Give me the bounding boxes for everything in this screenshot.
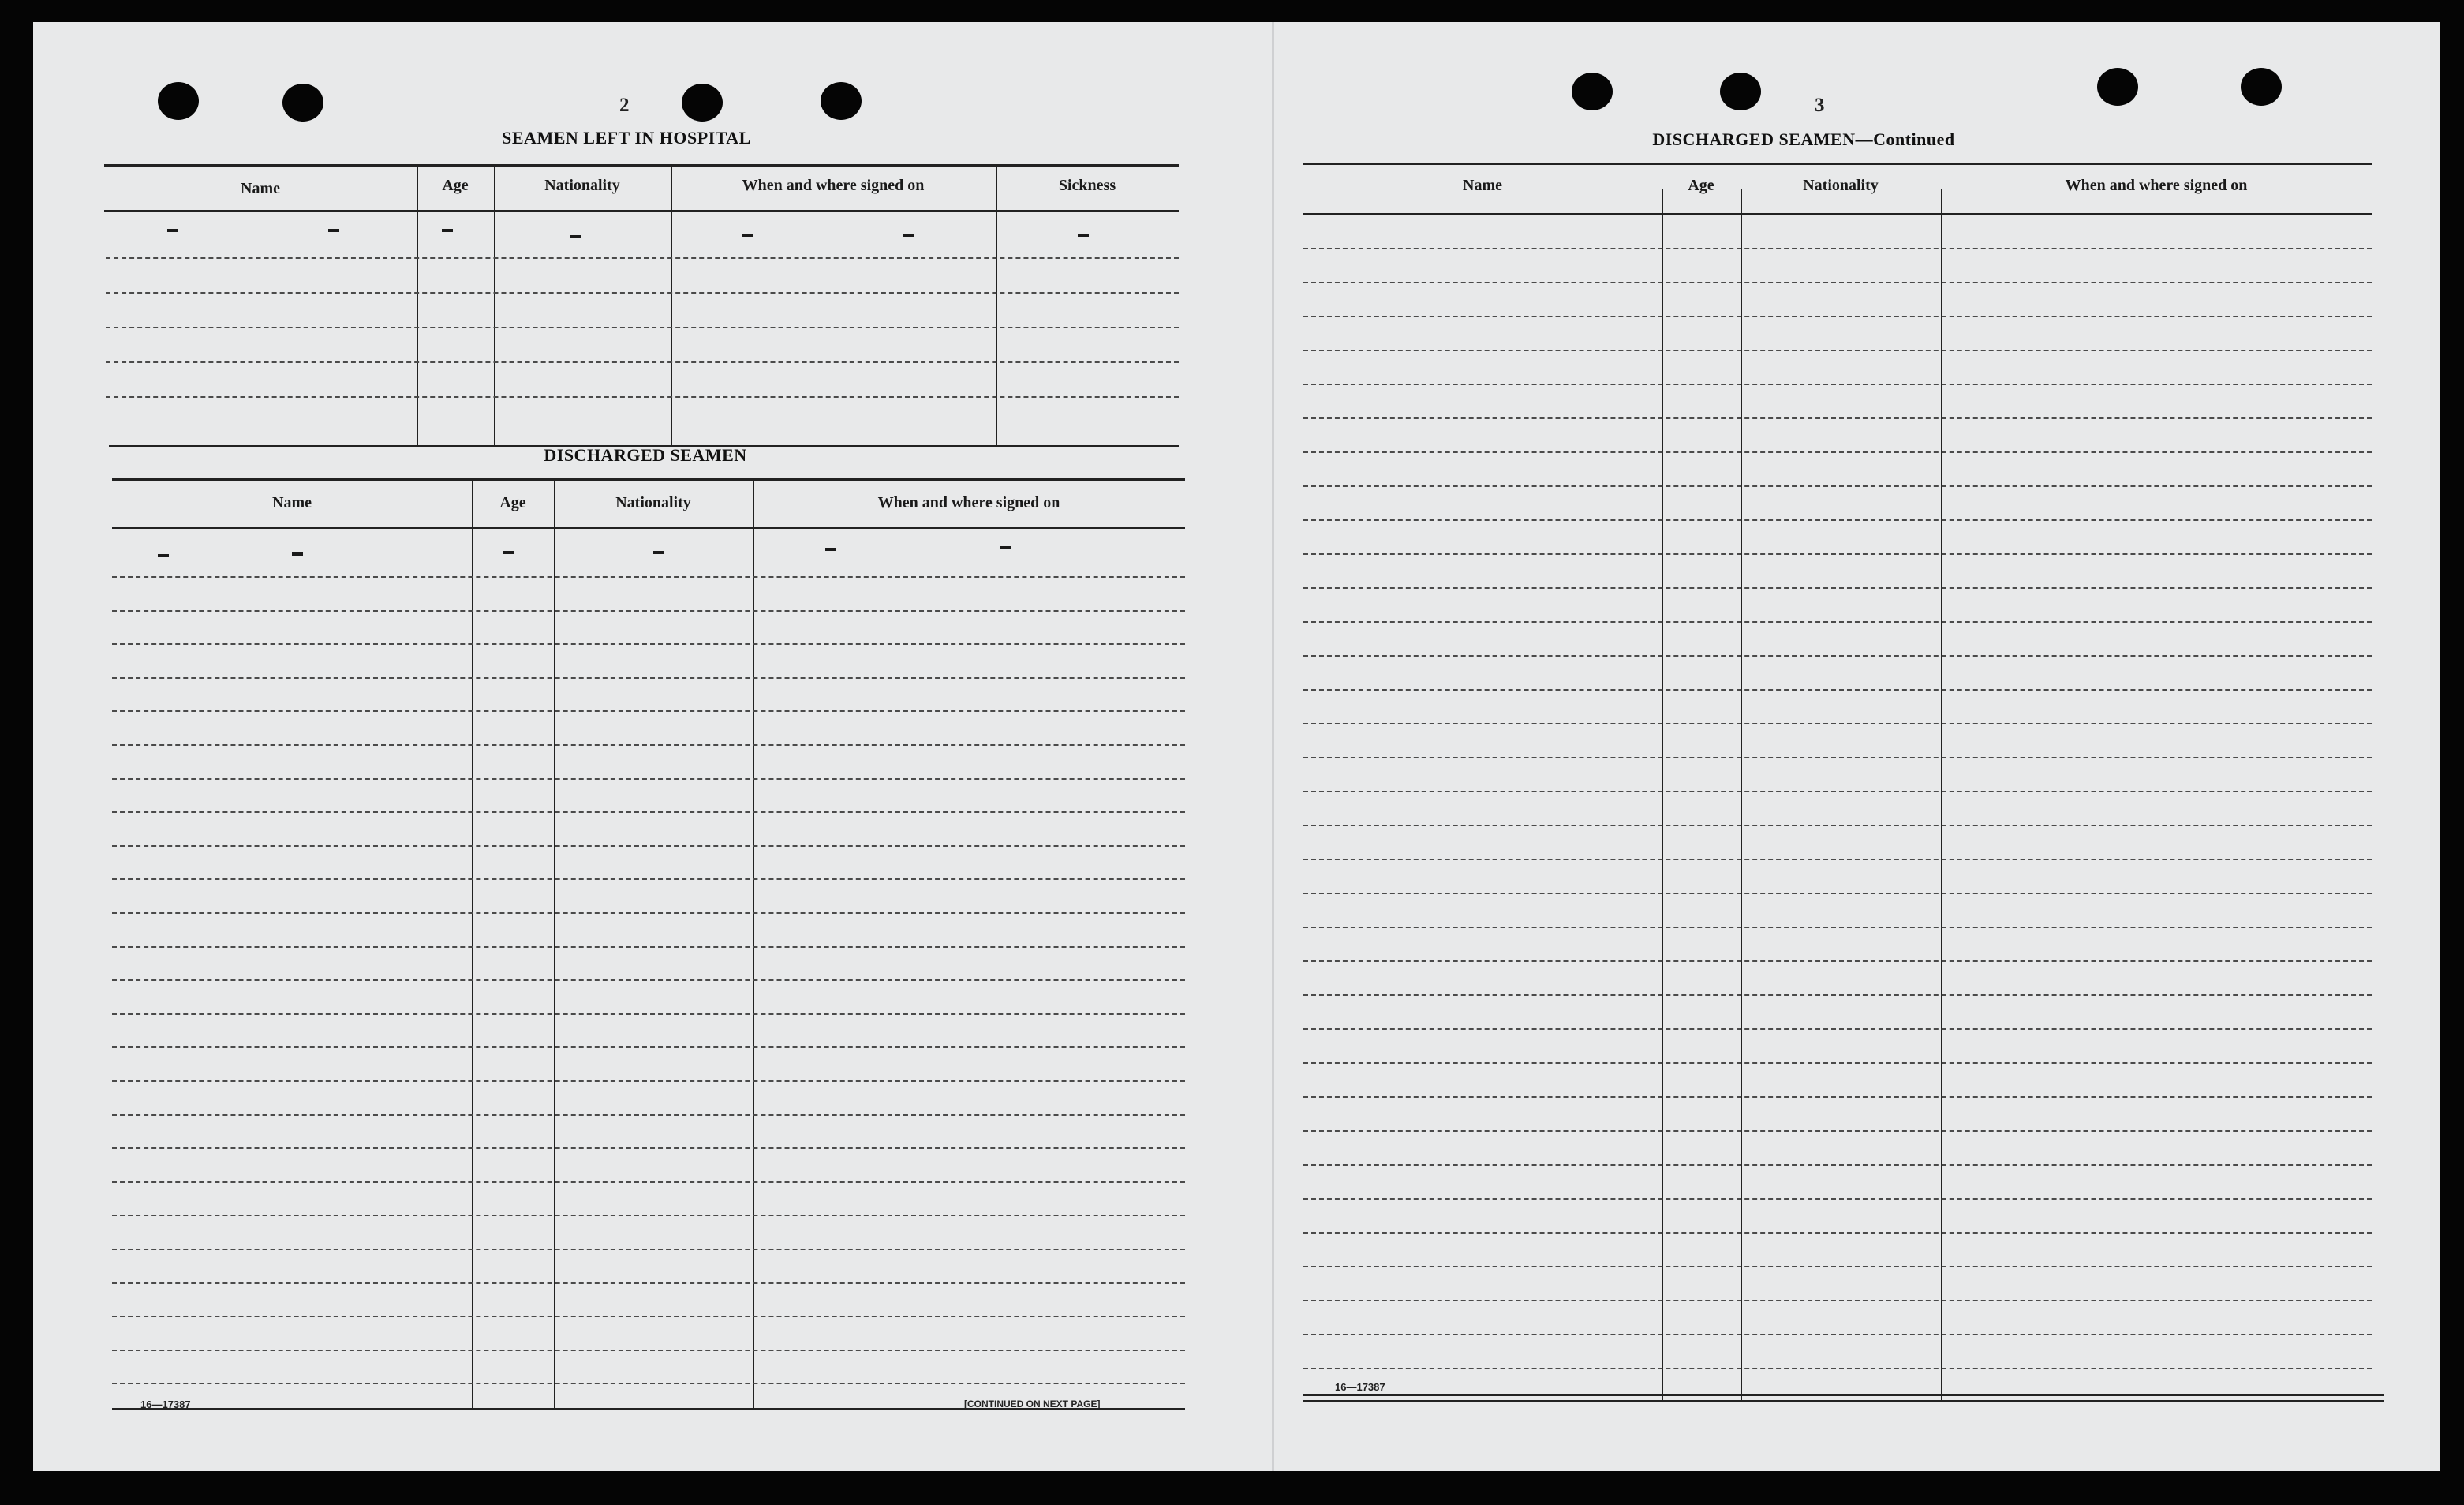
discharged-header-rule: [112, 527, 1185, 529]
ruled-row-line: [106, 327, 1179, 328]
punch-hole: [2241, 68, 2282, 106]
ruled-row-line: [112, 912, 1185, 914]
hospital-header-age: Age: [442, 177, 469, 194]
ruled-row-line: [1303, 791, 2372, 792]
ruled-row-line: [1303, 1130, 2372, 1132]
discharged-col-divider: [554, 478, 555, 1410]
right-header-nationality: Nationality: [1803, 177, 1879, 194]
ruled-row-line: [1303, 1266, 2372, 1267]
hospital-top-rule: [104, 164, 1179, 167]
ruled-row-line: [112, 1147, 1185, 1149]
ruled-row-line: [1303, 1062, 2372, 1064]
entry-dash: [825, 548, 836, 551]
discharged-section-title: DISCHARGED SEAMEN: [544, 445, 747, 465]
entry-dash: [158, 554, 169, 557]
ruled-row-line: [112, 1215, 1185, 1216]
ruled-row-line: [1303, 1232, 2372, 1234]
ruled-row-line: [112, 1316, 1185, 1317]
entry-dash: [742, 234, 753, 237]
ruled-row-line: [112, 1350, 1185, 1351]
entry-dash: [653, 551, 664, 554]
ruled-row-line: [112, 811, 1185, 813]
right-top-rule: [1303, 163, 2372, 165]
ruled-row-line: [1303, 485, 2372, 487]
right-bottom-rule-2: [1303, 1400, 2384, 1402]
ruled-row-line: [1303, 417, 2372, 419]
entry-dash: [292, 552, 303, 556]
right-bottom-rule: [1303, 1394, 2384, 1396]
ruled-row-line: [1303, 893, 2372, 894]
hospital-section-title: SEAMEN LEFT IN HOSPITAL: [502, 128, 751, 148]
ruled-row-line: [1303, 587, 2372, 589]
ruled-row-line: [112, 878, 1185, 880]
hospital-col-divider: [417, 164, 418, 445]
discharged-header-nationality: Nationality: [615, 494, 691, 511]
discharged-top-rule: [112, 478, 1185, 481]
ruled-row-line: [1303, 1368, 2372, 1369]
discharged-col-divider: [472, 478, 473, 1410]
ruled-row-line: [112, 778, 1185, 780]
document-sheet: [33, 22, 2440, 1471]
right-col-divider: [1741, 189, 1742, 1402]
discharged-header-name: Name: [272, 494, 312, 511]
punch-hole: [282, 84, 323, 122]
hospital-header-signed-on: When and where signed on: [742, 177, 925, 194]
ruled-row-line: [1303, 927, 2372, 928]
punch-hole: [821, 82, 862, 120]
right-col-divider: [1662, 189, 1663, 1402]
right-header-rule: [1303, 213, 2372, 215]
ruled-row-line: [1303, 621, 2372, 623]
entry-dash: [503, 551, 514, 554]
entry-dash: [328, 229, 339, 232]
punch-hole: [2097, 68, 2138, 106]
discharged-header-age: Age: [499, 494, 526, 511]
ruled-row-line: [112, 710, 1185, 712]
ruled-row-line: [1303, 282, 2372, 283]
ruled-row-line: [112, 1181, 1185, 1183]
ruled-row-line: [1303, 1300, 2372, 1301]
hospital-header-nationality: Nationality: [544, 177, 620, 194]
hospital-col-divider: [494, 164, 495, 445]
entry-dash: [570, 235, 581, 238]
entry-dash: [1000, 546, 1011, 549]
ruled-row-line: [1303, 248, 2372, 249]
ruled-row-line: [112, 1383, 1185, 1384]
form-code-right: 16—17387: [1335, 1381, 1385, 1393]
ruled-row-line: [112, 1282, 1185, 1284]
ruled-row-line: [106, 396, 1179, 398]
ruled-row-line: [112, 576, 1185, 578]
ruled-row-line: [106, 292, 1179, 294]
ruled-row-line: [1303, 350, 2372, 351]
ruled-row-line: [1303, 994, 2372, 996]
ruled-row-line: [1303, 1028, 2372, 1030]
hospital-header-sickness: Sickness: [1058, 177, 1116, 194]
ruled-row-line: [112, 845, 1185, 847]
ruled-row-line: [1303, 825, 2372, 826]
ruled-row-line: [106, 257, 1179, 259]
page-number-right: 3: [1815, 95, 1825, 116]
ruled-row-line: [112, 979, 1185, 981]
entry-dash: [442, 229, 453, 232]
hospital-header-rule: [104, 210, 1179, 212]
hospital-header-name: Name: [241, 180, 280, 197]
ruled-row-line: [1303, 723, 2372, 724]
ruled-row-line: [1303, 757, 2372, 758]
form-code-left: 16—17387: [140, 1398, 191, 1410]
ruled-row-line: [112, 643, 1185, 645]
page-number-left: 2: [619, 95, 630, 116]
ruled-row-line: [112, 744, 1185, 746]
ruled-row-line: [1303, 655, 2372, 657]
discharged-continued-title: DISCHARGED SEAMEN—Continued: [1652, 129, 1955, 149]
entry-dash: [167, 229, 178, 232]
hospital-col-divider: [671, 164, 672, 445]
right-header-name: Name: [1463, 177, 1502, 194]
ruled-row-line: [112, 677, 1185, 679]
discharged-col-divider: [753, 478, 754, 1410]
punch-hole: [1572, 73, 1613, 110]
right-header-signed-on: When and where signed on: [2065, 177, 2248, 194]
ruled-row-line: [112, 1249, 1185, 1250]
center-fold: [1272, 22, 1274, 1471]
ruled-row-line: [1303, 1198, 2372, 1200]
hospital-col-divider: [996, 164, 997, 445]
continued-note: [CONTINUED ON NEXT PAGE]: [964, 1398, 1101, 1410]
ruled-row-line: [112, 1114, 1185, 1116]
ruled-row-line: [1303, 384, 2372, 385]
ruled-row-line: [1303, 553, 2372, 555]
ruled-row-line: [112, 1013, 1185, 1015]
ruled-row-line: [1303, 451, 2372, 453]
ruled-row-line: [1303, 1096, 2372, 1098]
ruled-row-line: [106, 361, 1179, 363]
punch-hole: [1720, 73, 1761, 110]
ruled-row-line: [1303, 519, 2372, 521]
punch-hole: [682, 84, 723, 122]
ruled-row-line: [112, 610, 1185, 612]
ruled-row-line: [1303, 316, 2372, 317]
ruled-row-line: [1303, 1334, 2372, 1335]
right-header-age: Age: [1688, 177, 1714, 194]
discharged-header-signed-on: When and where signed on: [877, 494, 1060, 511]
entry-dash: [903, 234, 914, 237]
entry-dash: [1078, 234, 1089, 237]
ruled-row-line: [1303, 960, 2372, 962]
ruled-row-line: [112, 1080, 1185, 1082]
ruled-row-line: [1303, 689, 2372, 691]
ruled-row-line: [112, 946, 1185, 948]
ruled-row-line: [112, 1046, 1185, 1048]
ruled-row-line: [1303, 1164, 2372, 1166]
right-col-divider: [1941, 189, 1942, 1402]
ruled-row-line: [1303, 859, 2372, 860]
punch-hole: [158, 82, 199, 120]
